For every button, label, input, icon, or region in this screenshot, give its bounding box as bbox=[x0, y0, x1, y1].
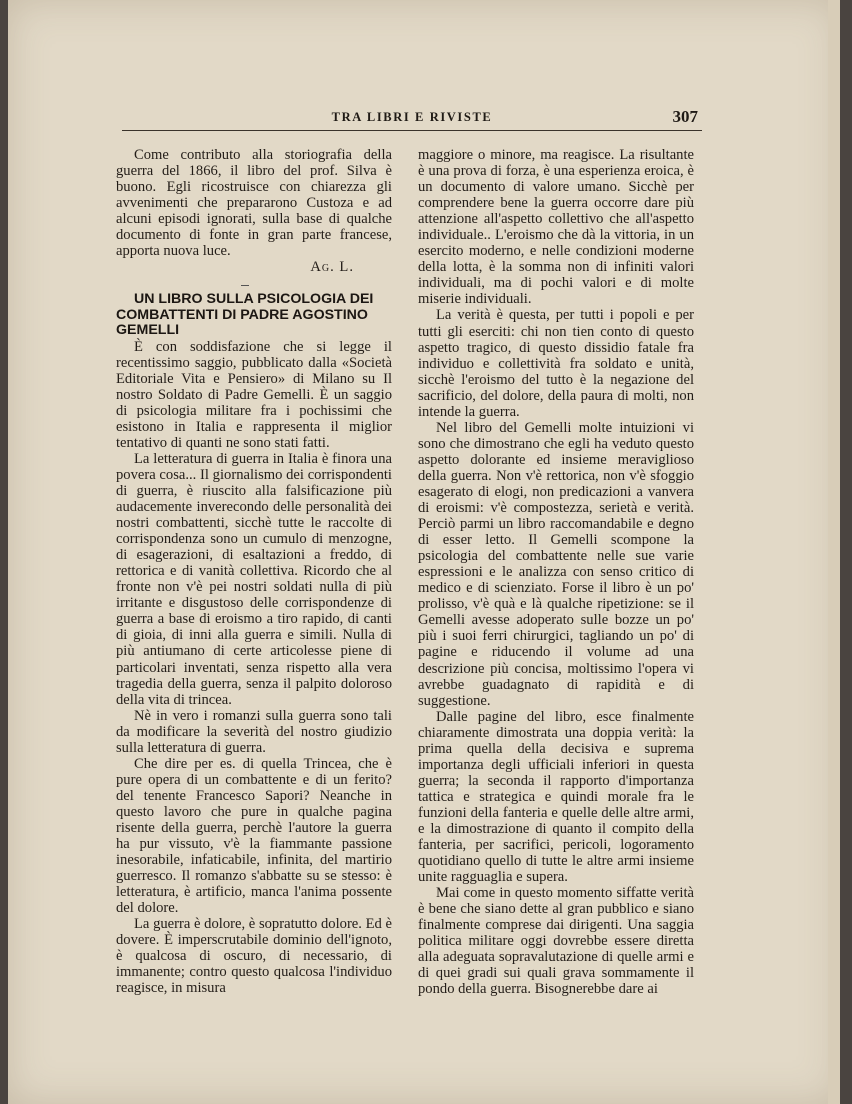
body-paragraph: Che dire per es. di quella Trincea, che è pure opera di un combattente e di un ferito? del tenente Francesco Sapori? Neanche in questo lavoro che pure in qualche pagina risente della guerra, perchè l'autore la guerra ha pur vissuto, v'è la fiammante passione inesorabile, infaticabile, infinita, del martirio guerresco. Il romanzo s'abbatte su se stesso: è letteratura, è artificio, manca l'anima possente del dolore. bbox=[116, 755, 392, 917]
author-signature: Ag. L. bbox=[310, 259, 354, 276]
body-paragraph: La verità è questa, per tutti i popoli e per tutti gli eserciti: chi non tien conto di questo aspetto tragico, di questo dissidio fatale fra individuo e collettività fra soldato e unità, sicchè l'eroismo del tutto è la negazione del sacrificio, del dolore, della paura di molti, non intende la guerra. bbox=[418, 307, 694, 420]
article-title: UN LIBRO SULLA PSICOLOGIA DEI COMBATTENTI DI PADRE AGOSTINO GEMELLI bbox=[116, 291, 374, 339]
page-number: 307 bbox=[672, 107, 698, 126]
left-column bbox=[116, 147, 392, 997]
right-column bbox=[418, 147, 694, 997]
body-paragraph: Nè in vero i romanzi sulla guerra sono tali da modificare la severità del nostro giudizio sulla letteratura di guerra. bbox=[116, 707, 392, 756]
body-paragraph: Nel libro del Gemelli molte intuizioni vi sono che dimostrano che egli ha veduto questo aspetto dolorante ed insieme meraviglioso della guerra. Non v'è rettorica, non v'è sfoggio esagerato di elogi, non predicazioni a vanvera di eroismi: v'è compostezza, serietà e verità. Perciò parmi un libro raccomandabile e degno di esser letto. Il Gemelli scompone la psicologia del combattente nelle sue varie espressioni e le analizza con senso critico di medico e di scienziato. Forse il libro è un po' prolisso, v'è quà e là qualche ripetizione: se il Gemelli avesse adoperato sulle bozze un po' più i suoi ferri chirurgici, tagliando un po' di pagine e riducendo il volume ad una descrizione più concisa, moltissimo l'opera vi avrebbe guadagnato di rapidità e di suggestione. bbox=[418, 419, 694, 709]
section-divider bbox=[241, 285, 249, 286]
body-paragraph: La letteratura di guerra in Italia è finora una povera cosa... Il giornalismo dei corrispondenti di guerra, è riuscito alla falsificazione più audacemente inverecondo delle personalità dei nostri combattenti, sicchè tutte le raccolte di corrispondenza sono un cumulo di menzogne, di esagerazioni, di esaltazioni a freddo, di rettorica e di vanità collettiva. Ricordo che al fronte non v'è pei nostri soldati nulla di più irritante e disgustoso delle corrispondenze di guerra a base di eroismo a tiro rapido, di canti di gioia, di inni alla guerra e simili. Nulla di più antiumano di certe articolesse piene di particolari inventati, senza rispetto alla vera tragedia della guerra, senza il palpito doloroso della vita di trincea. bbox=[116, 450, 392, 708]
body-paragraph: maggiore o minore, ma reagisce. La risultante è una prova di forza, è una esperienza eroica, è un documento di valore umano. Sicchè per comprendere bene la guerra occorre dare più attenzione all'aspetto collettivo che all'aspetto individuale.. L'eroismo che dà la vittoria, in un esercito moderno, e nelle condizioni moderne della lotta, è la somma non di infiniti valori individuali, ma di pochi valori e di molte miserie individuali. bbox=[418, 147, 694, 308]
body-paragraph: Mai come in questo momento siffatte verità è bene che siano dette al gran pubblico e siano finalmente comprese dai dirigenti. Una saggia politica militare oggi dovrebbe essere diretta alla adeguata sopravalutazione di quelle armi e di quei gradi sui quali grava sommamente il pondo della guerra. Bisognerebbe dare ai bbox=[418, 885, 694, 998]
body-paragraph: È con soddisfazione che si legge il recentissimo saggio, pubblicato dalla «Società Editoriale Vita e Pensiero» di Milano su Il nostro Soldato di Padre Gemelli. È un saggio di psicologia militare fra i pochissimi che esistono in Italia e rappresenta il miglior tentativo di quanti ne sono stati fatti. bbox=[116, 338, 392, 451]
header-rule bbox=[122, 130, 702, 131]
intro-paragraph: Come contributo alla storiografia della guerra del 1866, il libro del prof. Silva è buono. Egli ricostruisce con chiarezza gli avvenimenti che prepararono Custoza e ad alcuni episodi ignorati, sulla base di qualche documento di fonte in gran parte francese, apporta nuova luce. bbox=[116, 147, 392, 260]
page-header bbox=[122, 108, 702, 132]
book-page bbox=[8, 0, 840, 1104]
body-paragraph: Dalle pagine del libro, esce finalmente chiaramente dimostrata una doppia verità: la prima quella della decisiva e suprema importanza degli ufficiali inferiori in questa guerra; la seconda il rapporto d'importanza tattica e strategica e quindi morale fra le funzioni della fanteria e quelle delle altre armi, e la dimostrazione di quanto il compito della fanteria, per sacrifici, pericoli, logoramento quotidiano quello di tutte le altre armi insieme unite ragguaglia e supera. bbox=[418, 708, 694, 886]
body-paragraph: La guerra è dolore, è sopratutto dolore. Ed è dovere. È imperscrutabile dominio dell'ignoto, è qualcosa di oscuro, di necessario, di immanente; contro questo qualcosa l'individuo reagisce, in misura bbox=[116, 916, 392, 997]
page-edge bbox=[828, 0, 840, 1104]
running-head: TRA LIBRI E RIVISTE bbox=[331, 110, 493, 124]
